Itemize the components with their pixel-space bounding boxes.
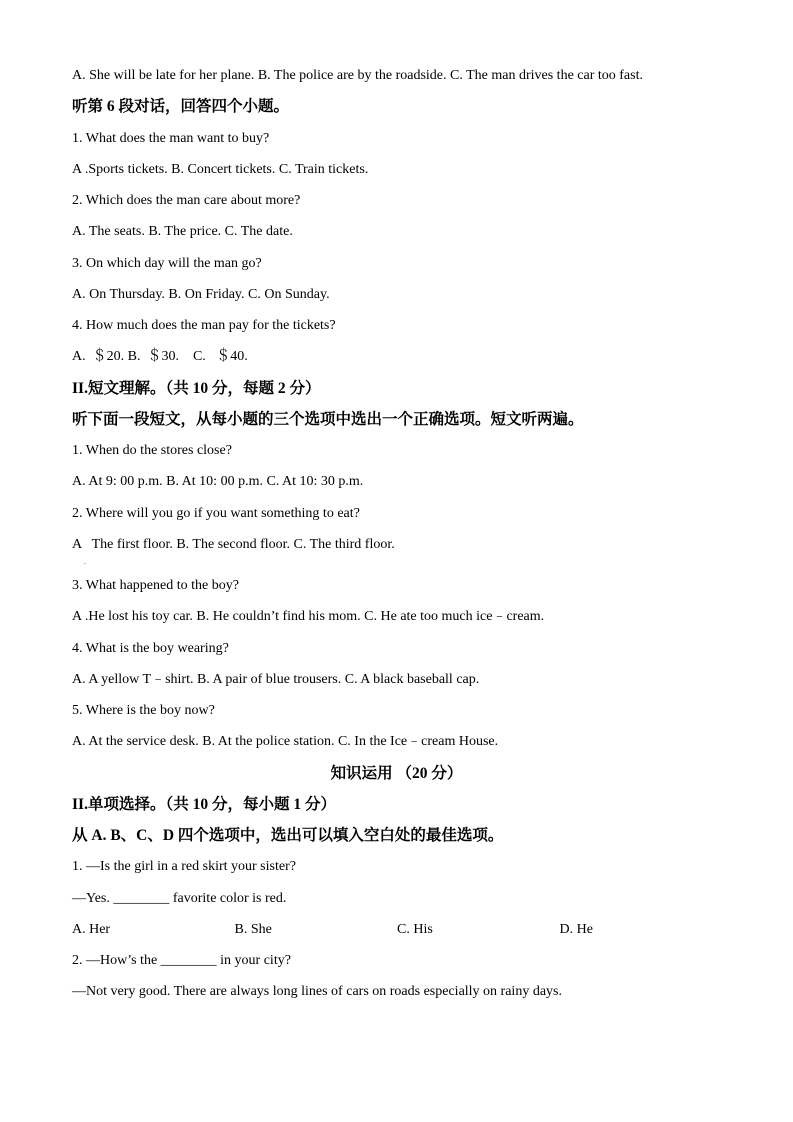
question-text: 4. How much does the man pay for the tickets?: [72, 318, 336, 333]
dialogue-6-instruction: 听第 6 段对话，回答四个小题。: [72, 98, 290, 116]
dialogue-prompt: 2. —How’s the ________ in your city?: [72, 953, 291, 968]
options-text: A The first floor. B. The second floor. C. The third floor.: [72, 536, 395, 552]
options-text: A. At 9: 00 p.m. B. At 10: 00 p.m. C. At 10: 30 p.m.: [72, 474, 364, 490]
passage-section-title: II.短文理解。（共 10 分，每题 2 分）: [72, 379, 321, 397]
single-choice-part-title: II.单项选择。（共 10 分，每小题 1 分）: [72, 795, 336, 813]
dialogue-reply: —Not very good. There are always long lines of cars on roads especially on rainy days.: [72, 984, 562, 1000]
options-text: A. On Thursday. B. On Friday. C. On Sunday.: [72, 286, 330, 302]
choice-option-b: B. She: [234, 921, 272, 937]
stray-mark-row: [72, 557, 732, 570]
knowledge-section-title: 知识运用 （20 分）: [330, 764, 463, 782]
stray-period-mark: .: [84, 557, 86, 566]
question-text: 5. Where is the boy now?: [72, 703, 215, 718]
dialogue-prompt: 1. —Is the girl in a red skirt your sister?: [72, 859, 296, 875]
choice-option-c: C. His: [397, 921, 433, 937]
options-text: A .He lost his toy car. B. He couldn’t find his mom. C. He ate too much ice﹣cream.: [72, 609, 545, 625]
question-text: 4. What is the boy wearing?: [72, 640, 229, 656]
question-text: 2. Where will you go if you want something to eat?: [72, 505, 360, 521]
dialogue-reply: —Yes. ________ favorite color is red.: [72, 890, 287, 906]
previous-answer-options: A. She will be late for her plane. B. The police are by the roadside. C. The man drives the car too fast.: [72, 68, 643, 83]
choice-options-row: [72, 914, 732, 945]
question-text: 2. Which does the man care about more?: [72, 193, 301, 208]
options-text: A. A yellow T﹣shirt. B. A pair of blue trousers. C. A black baseball cap.: [72, 671, 480, 687]
page-content: [72, 60, 732, 1008]
question-text: 1. When do the stores close?: [72, 443, 232, 458]
options-text: A. The seats. B. The price. C. The date.: [72, 224, 293, 240]
single-choice-instruction: 从 A. B、C、D 四个选项中，选出可以填入空白处的最佳选项。: [72, 827, 504, 844]
question-text: 3. What happened to the boy?: [72, 578, 239, 593]
options-text: A. ＄20. B. ＄30. C. ＄40.: [72, 349, 248, 365]
choice-option-d: D. He: [559, 921, 593, 937]
passage-section-instruction: 听下面一段短文，从每小题的三个选项中选出一个正确选项。短文听两遍。: [72, 410, 584, 428]
options-text: A .Sports tickets. B. Concert tickets. C. Train tickets.: [72, 161, 369, 177]
question-text: 3. On which day will the man go?: [72, 255, 262, 271]
options-text: A. At the service desk. B. At the police station. C. In the Ice﹣cream House.: [72, 734, 499, 750]
question-text: 1. What does the man want to buy?: [72, 130, 270, 146]
choice-option-a: A. Her: [72, 921, 111, 937]
